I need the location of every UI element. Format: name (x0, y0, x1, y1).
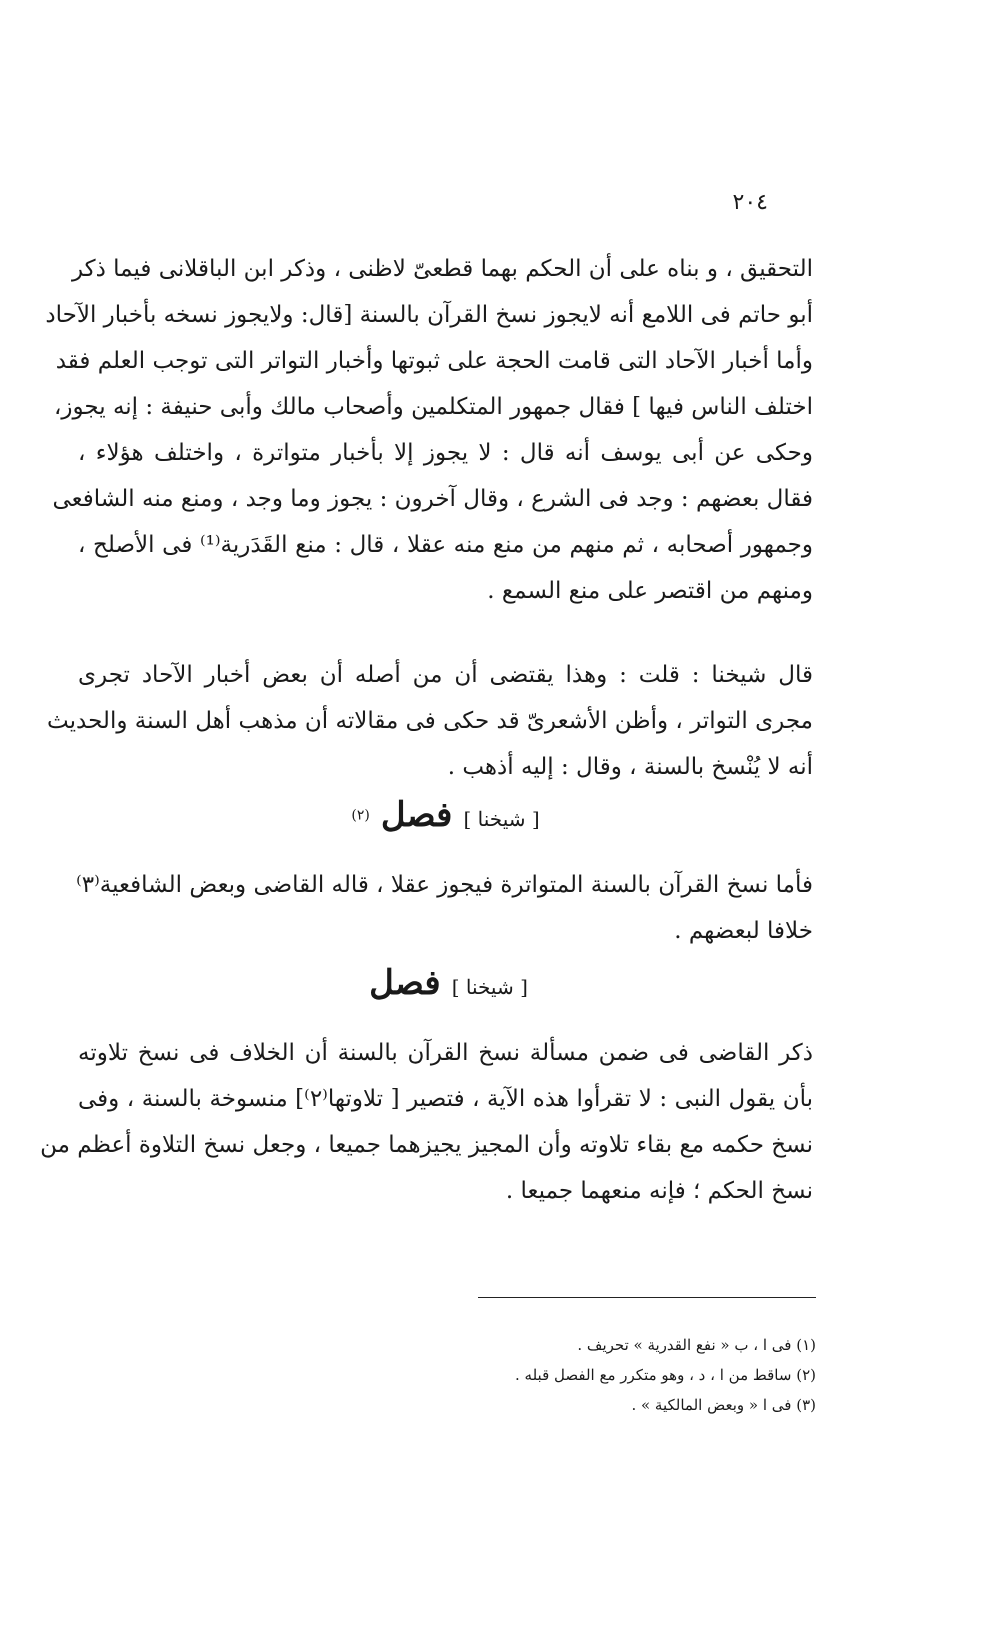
text-line: اختلف الناس فيها ] فقال جمهور المتكلمين وأصحاب مالك وأبى حنيفة : إنه يجوز، (53, 394, 813, 420)
section-heading-2 (78, 963, 813, 1003)
text-line: وحكى عن أبى يوسف أنه قال : لا يجوز إلا بأخبار متواترة ، واختلف هؤلاء ، (78, 440, 813, 466)
paragraph-3 (78, 862, 813, 954)
heading-word: فصل (380, 795, 453, 835)
paragraph-1 (45, 246, 814, 614)
footnote-3: (٣) فى ا « وبعض المالكية » . (631, 1396, 816, 1414)
text-line: أبو حاتم فى اللامع أنه لايجوز نسخ القرآن بالسنة [قال: ولايجوز نسخه بأخبار الآحاد (45, 302, 813, 328)
text-line: قال شيخنا : قلت : وهذا يقتضى أن من أصله أن بعض أخبار الآحاد تجرى (78, 662, 813, 688)
footnote-ref: (٢) (351, 807, 370, 824)
text-line: نسخ الحكم ؛ فإنه منعهما جميعا . (505, 1178, 813, 1204)
text-line: ذكر القاضى فى ضمن مسألة نسخ القرآن بالسنة أن الخلاف فى نسخ تلاوته (78, 1040, 813, 1066)
text-line: وجمهور أصحابه ، ثم منهم من منع منه عقلا ، قال : منع القَدَرية⁽¹⁾ فى الأصلح ، (78, 532, 814, 558)
text-line: فأما نسخ القرآن بالسنة المتواترة فيجوز عقلا ، قاله القاضى وبعض الشافعية⁽٣⁾ (76, 872, 813, 898)
paragraph-2 (47, 652, 813, 790)
text-line: وأما أخبار الآحاد التى قامت الحجة على ثبوتها وأخبار التواتر التى توجب العلم فقد (55, 348, 813, 374)
page-number: ٢٠٤ (732, 190, 768, 215)
text-line: مجرى التواتر ، وأظن الأشعرىّ قد حكى فى مقالاته أن مذهب أهل السنة والحديث (47, 708, 813, 734)
text-line: بأن يقول النبى : لا تقرأوا هذه الآية ، فتصير [ تلاوتها⁽٢⁾] منسوخة بالسنة ، وفى (78, 1086, 813, 1112)
footnote-2: (٢) ساقط من ا ، د ، وهو متكرر مع الفصل قبله . (515, 1366, 816, 1384)
text-line: أنه لا يُنْسخ بالسنة ، وقال : إليه أذهب . (447, 754, 813, 780)
text-line: فقال بعضهم : وجد فى الشرع ، وقال آخرون : يجوز وما وجد ، ومنع منه الشافعى (52, 486, 813, 512)
text-line: نسخ حكمه مع بقاء تلاوته وأن المجيز يجيزهما جميعا ، وجعل نسخ التلاوة أعظم من (40, 1132, 813, 1158)
heading-label: [ شيخنا ] (451, 975, 528, 999)
section-heading-1 (78, 795, 813, 835)
text-line: ومنهم من اقتصر على منع السمع . (487, 578, 813, 604)
footnote-divider (478, 1297, 816, 1298)
text-line: التحقيق ، و بناه على أن الحكم بهما قطعىّ لاظنى ، وذكر ابن الباقلانى فيما ذكر (71, 256, 813, 282)
heading-word: فصل (369, 963, 441, 1003)
text-line: خلافا لبعضهم . (674, 918, 813, 944)
paragraph-4 (40, 1030, 813, 1214)
footnote-1: (١) فى ا ، ب « نفع القدرية » تحريف . (577, 1336, 816, 1354)
footnotes (300, 1330, 816, 1420)
heading-label: [ شيخنا ] (463, 807, 540, 831)
